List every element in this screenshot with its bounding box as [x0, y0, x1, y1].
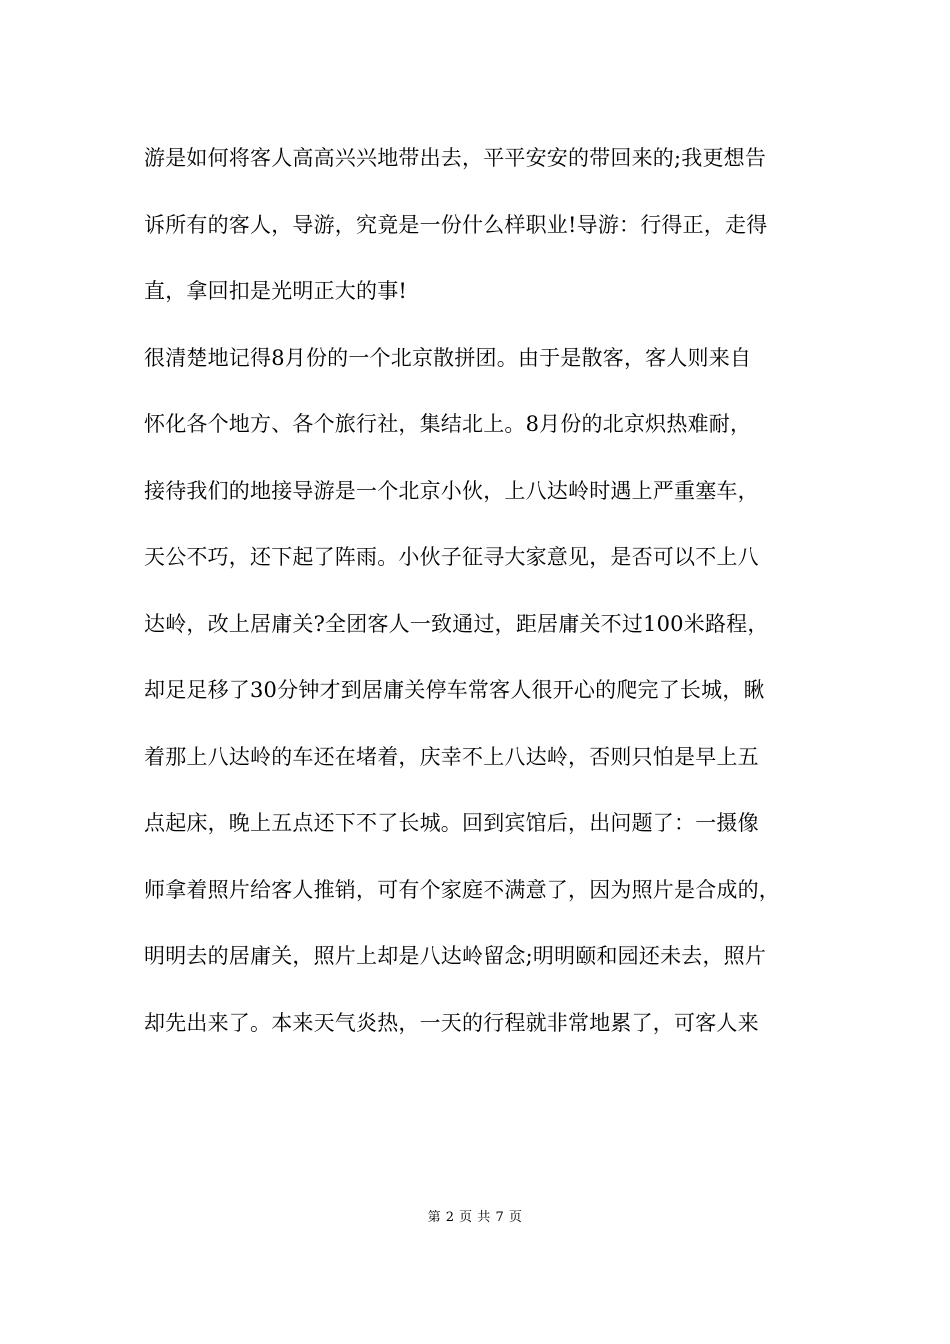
text-line: 却足足移了30分钟才到居庸关停车常客人很开心的爬完了长城，瞅 — [144, 678, 765, 702]
text-line: 着那上八达岭的车还在堵着，庆幸不上八达岭，否则只怕是早上五 — [144, 744, 759, 769]
text-line: 游是如何将客人高高兴兴地带出去，平平安安的带回来的;我更想告 — [144, 146, 767, 170]
text-line: 诉所有的客人，导游，究竟是一份什么样职业!导游：行得正，走得 — [144, 212, 768, 237]
text-line: 师拿着照片给客人推销，可有个家庭不满意了，因为照片是合成的， — [144, 877, 780, 902]
text-line: 怀化各个地方、各个旅行社，集结北上。8月份的北京炽热难耐， — [144, 412, 752, 436]
text-line: 达岭，改上居庸关?全团客人一致通过，距居庸关不过100米路程， — [144, 611, 769, 636]
text-line: 明明去的居庸关，照片上却是八达岭留念;明明颐和园还未去，照片 — [144, 944, 767, 968]
text-line: 却先出来了。本来天气炎热，一天的行程就非常地累了，可客人来 — [144, 1010, 759, 1035]
text-line: 天公不巧，还下起了阵雨。小伙子征寻大家意见，是否可以不上八 — [144, 545, 759, 569]
text-line: 直，拿回扣是光明正大的事! — [144, 279, 408, 303]
page-number: 第 2 页 共 7 页 — [427, 1210, 523, 1225]
text-line: 接待我们的地接导游是一个北京小伙，上八达岭时遇上严重塞车， — [144, 478, 759, 503]
body-text — [144, 138, 834, 1069]
text-line: 点起床，晚上五点还下不了长城。回到宾馆后，出问题了：一摄像 — [144, 811, 759, 835]
text-line: 很清楚地记得8月份的一个北京散拼团。由于是散客，客人则来自 — [144, 345, 752, 370]
